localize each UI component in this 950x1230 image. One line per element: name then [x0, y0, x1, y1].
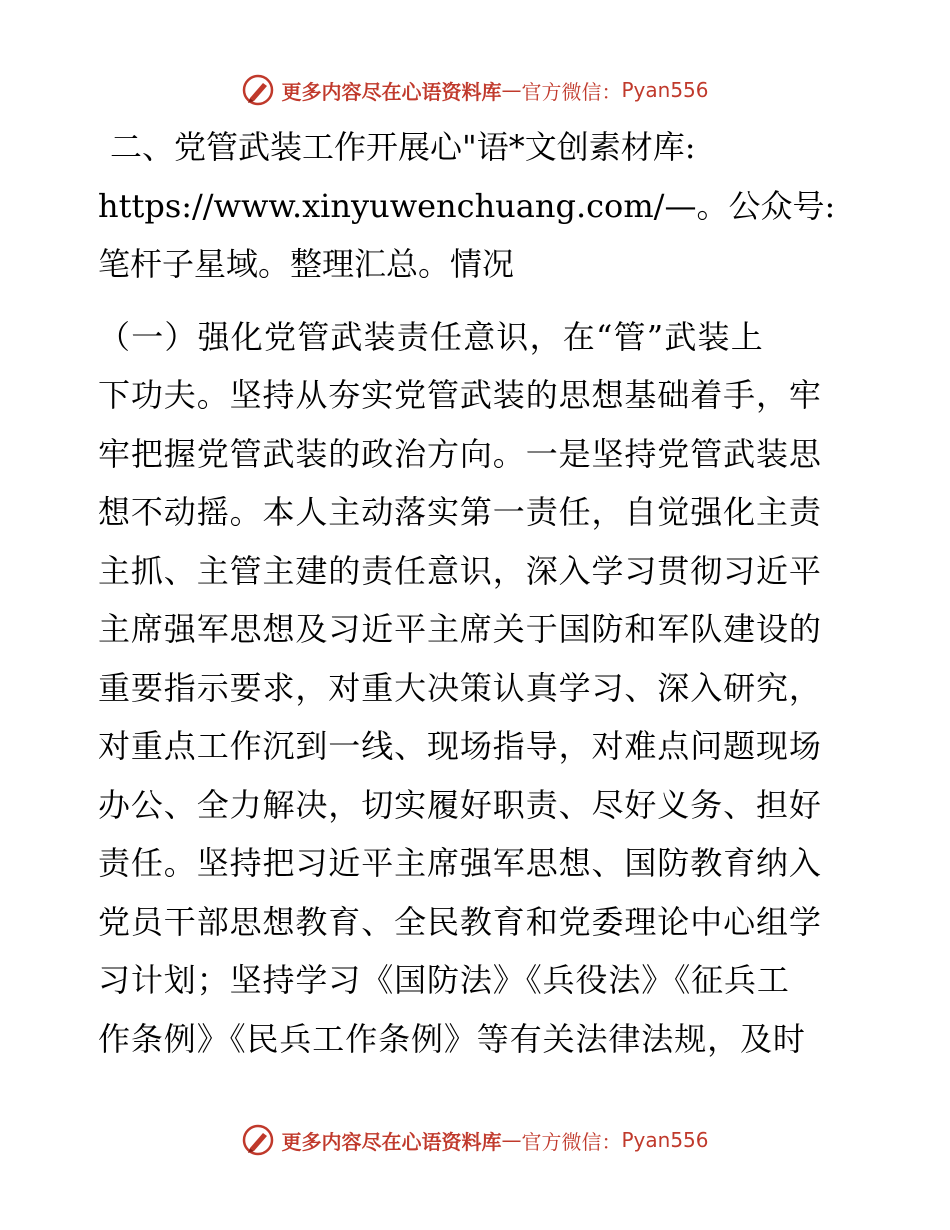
section-heading	[98, 118, 858, 294]
body-paragraph	[98, 308, 858, 1069]
paragraph-line: 主席强军思想及习近平主席关于国防和军队建设的	[98, 610, 822, 648]
paragraph-line: （一）强化党管武装责任意识，在“管”武装上	[98, 317, 764, 356]
paragraph-line: 办公、全力解决，切实履好职责、尽好义务、担好	[98, 785, 822, 824]
paragraph-line: 主抓、主管主建的责任意识，深入学习贯彻习近平	[98, 551, 822, 590]
heading-line: 笔杆子星域。整理汇总。情况	[98, 245, 515, 283]
paragraph-line: 重要指示要求，对重大决策认真学习、深入研究，	[98, 668, 822, 707]
paragraph-line: 下功夫。坚持从夯实党管武装的思想基础着手，牢	[98, 376, 822, 414]
heading-line: https://www.xinyuwenchuang.com/—。公众号:	[98, 186, 836, 225]
paragraph-line: 想不动摇。本人主动落实第一责任，自觉强化主责	[98, 493, 822, 531]
pen-logo-icon	[241, 1123, 275, 1157]
heading-line: 二、党管武装工作开展心"语*文创素材库:	[110, 128, 696, 166]
paragraph-line: 对重点工作沉到一线、现场指导，对难点问题现场	[98, 727, 822, 765]
header-watermark	[0, 70, 950, 110]
document-body	[98, 118, 858, 1068]
pen-logo-icon	[241, 73, 275, 107]
watermark-separator: —	[501, 78, 522, 102]
watermark-id: Pyan556	[621, 1128, 709, 1152]
watermark-main-text: 更多内容尽在心语资料库	[281, 79, 502, 104]
paragraph-line: 习计划；坚持学习《国防法》《兵役法》《征兵工	[98, 961, 790, 999]
paragraph-line: 牢把握党管武装的政治方向。一是坚持党管武装思	[98, 434, 822, 473]
footer-watermark	[0, 1120, 950, 1160]
paragraph-line: 作条例》《民兵工作条例》等有关法律法规，及时	[98, 1019, 806, 1058]
paragraph-line: 责任。坚持把习近平主席强军思想、国防教育纳入	[98, 844, 822, 882]
watermark-separator: —	[501, 1128, 522, 1152]
watermark-id: Pyan556	[621, 78, 709, 102]
watermark-label: 官方微信：	[521, 79, 622, 104]
watermark-label: 官方微信：	[521, 1129, 622, 1154]
watermark-main-text: 更多内容尽在心语资料库	[281, 1129, 502, 1154]
paragraph-line: 党员干部思想教育、全民教育和党委理论中心组学	[98, 902, 822, 941]
